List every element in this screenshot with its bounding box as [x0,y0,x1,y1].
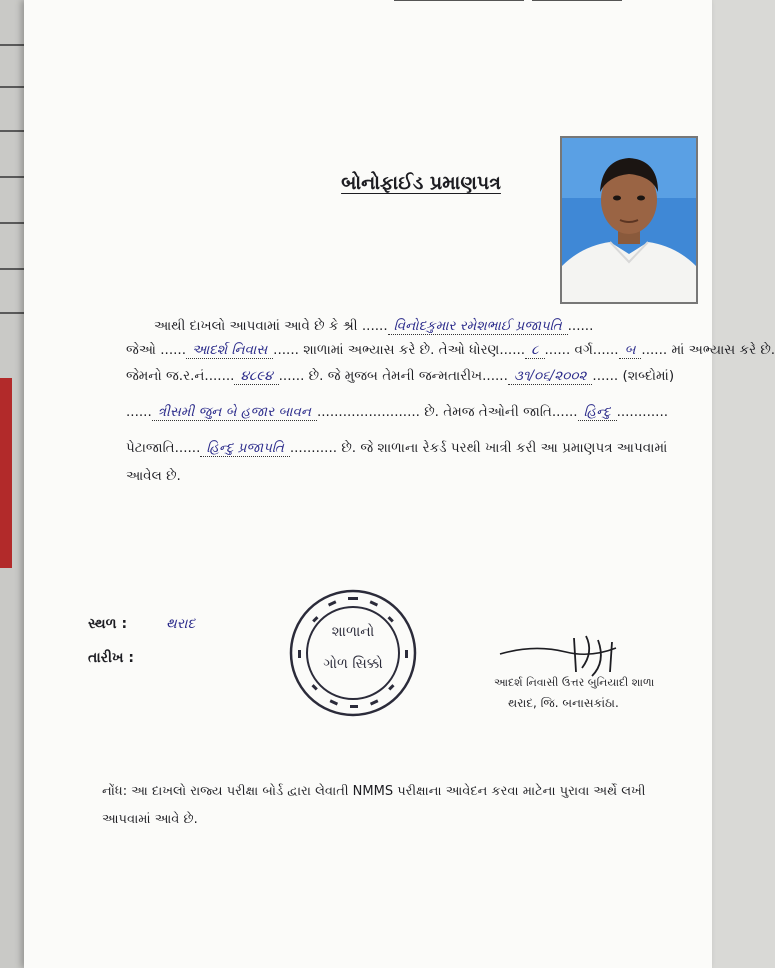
standard: ૮ [525,342,544,359]
line4-mid: ........................ છે. તેમજ તેઓની જાતિ...... [316,404,578,420]
body-line-5 [126,440,667,456]
place-label: સ્થળ : [88,616,128,632]
division: બ [619,342,642,359]
place-value: થરાદ [166,616,196,632]
caste: હિન્દુ [578,404,617,421]
body-line-6: આવેલ છે. [126,468,181,484]
seal-text-line-2: ગોળ સિક્કો [323,656,383,672]
birth-date-words: ત્રીસમી જુન બે હજાર બાવન [152,404,317,421]
body-line-4 [126,404,668,420]
line1-suffix: ...... [567,318,594,334]
gr-number: ૪૮૯૪ [234,368,278,385]
line4-prefix: ...... [126,404,152,420]
birth-date: ૩૧/૦૬/૨૦૦૨ [508,368,593,385]
footer-note: નોંધ: આ દાખલો રાજ્ય પરીક્ષા બોર્ડ દ્વારા લેવાતી NMMS પરીક્ષાના આવેદન કરવા માટેના પુરાવા અર્થે લખી આપવામાં આવે છે. [102,784,646,827]
top-edge-mark [394,0,524,11]
line4-suffix: ............ [616,404,669,420]
line1-prefix: આથી દાખલો આપવામાં આવે છે કે શ્રી ...... [154,318,388,334]
body-line-3 [126,368,674,384]
top-edge-mark [532,0,622,11]
line5-suffix: ........... છે. જે શાળાના રેકર્ડ પરથી ખાત્રી કરી આ પ્રમાણપત્ર આપવામાં [289,440,668,456]
seal-circle-graphic [288,588,418,718]
certificate-title: બોનોફાઈડ પ્રમાણપત્ર [341,172,501,194]
student-photo [560,136,698,304]
line3-prefix: જેમનો જ.ર.નં....... [126,368,235,384]
line3-suffix: ...... (શબ્દોમાં) [592,368,675,384]
principal-signature-block [494,632,674,722]
seal-text-line-1: શાળાનો [331,624,375,640]
red-tab [0,378,12,568]
date-label: તારીખ : [88,650,134,666]
student-name: વિનોદકુમાર રમેશભાઈ પ્રજાપતિ [388,318,568,335]
line2-prefix: જેઓ ...... [126,342,186,358]
school-name: આદર્શ નિવાસ [186,342,273,359]
signature-title: આદર્શ નિવાસી ઉત્તર બુનિયાદી શાળા [494,676,655,689]
line2-mid: ...... શાળામાં અભ્યાસ કરે છે. તેઓ ધોરણ...... [273,342,526,358]
subcaste: હિન્દુ પ્રજાપતિ [200,440,289,457]
school-seal-stamp [288,588,418,718]
body-line-2 [126,342,775,358]
body-line-1 [154,318,593,334]
line2-mid2: ...... વર્ગ...... [544,342,619,358]
certificate-page [24,0,775,968]
line5-prefix: પેટાજાતિ...... [126,440,201,456]
signature-scribble [494,632,674,682]
signature-location: થરાદ, જિ. બનાસકાંઠા. [508,696,619,710]
student-portrait-image [562,138,696,302]
line2-suffix: ...... માં અભ્યાસ કરે છે. [641,342,775,358]
line3-mid: ...... છે. જે મુજબ તેમની જન્મતારીખ...... [278,368,508,384]
